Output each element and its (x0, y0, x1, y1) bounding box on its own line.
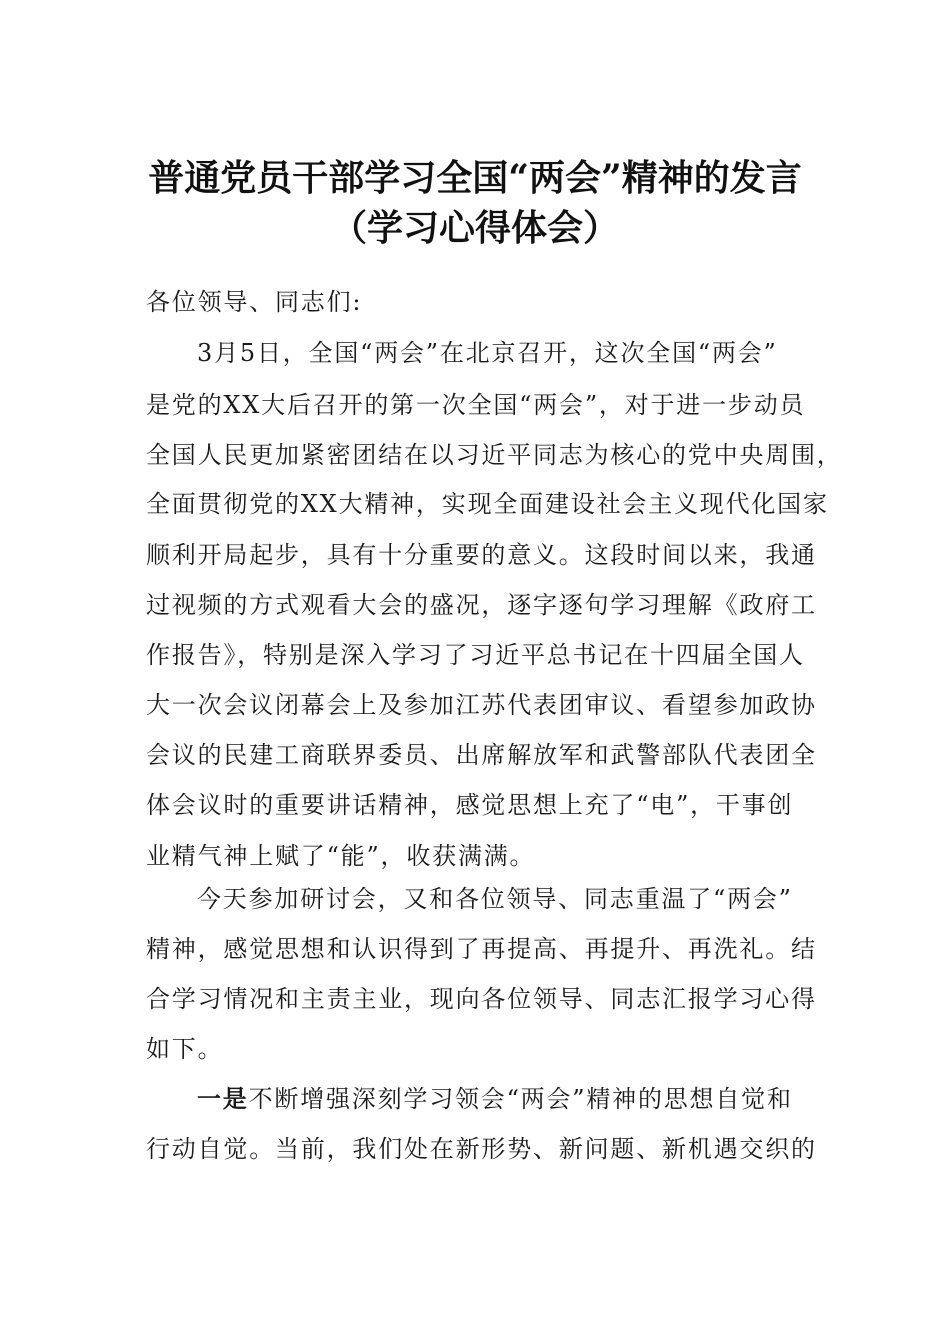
paragraph-1-line: 全国人民更加紧密团结在以习近平同志为核心的党中央周围， (146, 441, 843, 469)
paragraph-1-line: 大一次会议闭幕会上及参加江苏代表团审议、看望参加政协 (146, 691, 817, 719)
paragraph-3-line: 行动自觉。当前，我们处在新形势、新问题、新机遇交织的 (146, 1135, 817, 1163)
paragraph-1-line: 作报告》，特别是深入学习了习近平总书记在十四届全国人 (146, 641, 805, 669)
paragraph-1-line: 业精气神上赋了“能”，收获满满。 (146, 842, 536, 870)
paragraph-3-text: 不断增强深刻学习领会“两会”精神的思想自觉和 (248, 1085, 793, 1113)
paragraph-2-line: 如下。 (146, 1035, 224, 1063)
paragraph-1-line: 全面贯彻党的XX大精神，实现全面建设社会主义现代化国家 (146, 490, 829, 518)
salutation: 各位领导、同志们: (146, 288, 363, 316)
document-title: 普通党员干部学习全国“两会”精神的发言 (148, 157, 802, 199)
paragraph-3-line (197, 1083, 857, 1115)
paragraph-2-line: 合学习情况和主责主业，现向各位领导、同志汇报学习心得 (146, 985, 817, 1013)
paragraph-3-lead: 一是 (197, 1084, 249, 1113)
paragraph-1-line: 过视频的方式观看大会的盛况，逐字逐句学习理解《政府工 (146, 591, 817, 619)
paragraph-1-line: 会议的民建工商联界委员、出席解放军和武警部队代表团全 (146, 741, 817, 769)
paragraph-2-line: 精神，感觉思想和认识得到了再提高、再提升、再洗礼。结 (146, 935, 817, 963)
paragraph-2-line: 今天参加研讨会，又和各位领导、同志重温了“两会” (197, 885, 793, 913)
paragraph-1-line: 体会议时的重要讲话精神，感觉思想上充了“电”，干事创 (146, 791, 794, 819)
paragraph-1-line: 3月5日，全国“两会”在北京召开，这次全国“两会” (197, 339, 778, 367)
paragraph-1-line: 是党的XX大后召开的第一次全国“两会”，对于进一步动员 (146, 391, 806, 419)
document-subtitle: （学习心得体会） (330, 207, 619, 249)
paragraph-1-line: 顺利开局起步，具有十分重要的意义。这段时间以来，我通 (146, 541, 817, 569)
